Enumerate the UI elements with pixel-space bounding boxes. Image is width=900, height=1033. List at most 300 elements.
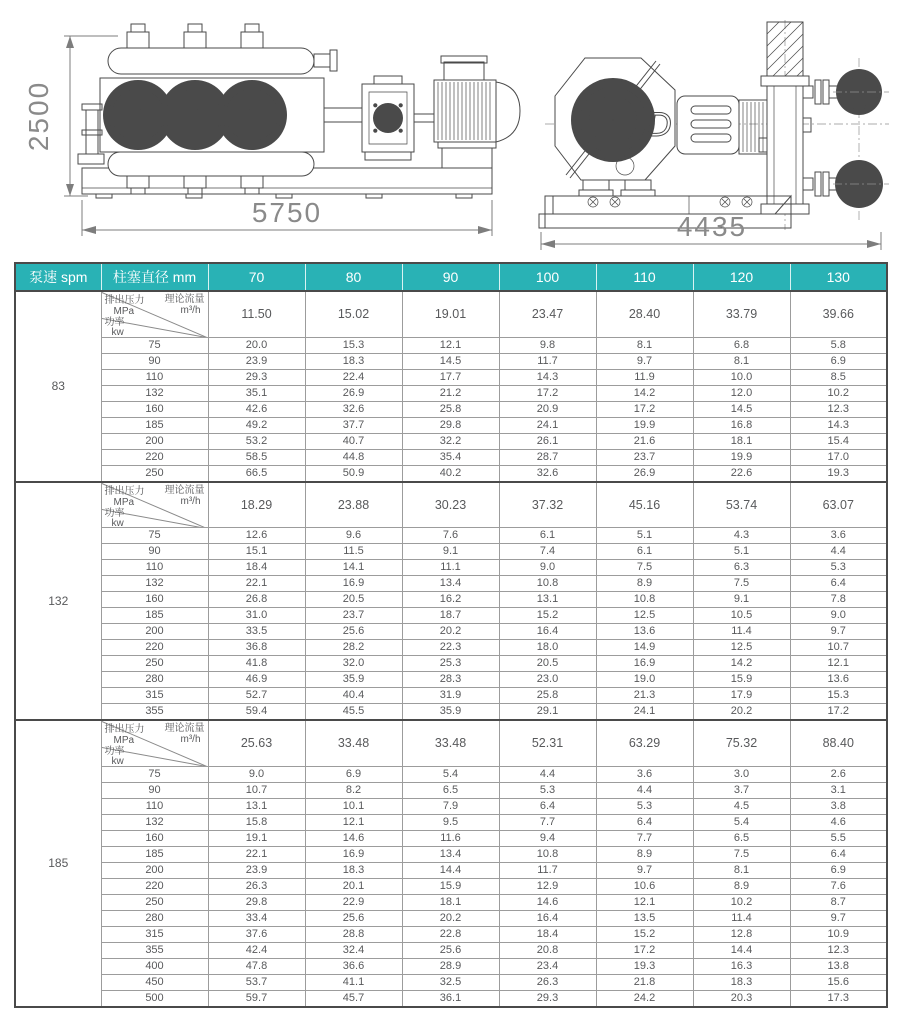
power-data-row bbox=[15, 672, 887, 688]
header-diameter-90: 90 bbox=[402, 263, 499, 291]
pressure-value: 31.0 bbox=[208, 608, 305, 624]
theoretical-flow-label: 理论流量 bbox=[164, 484, 205, 496]
pressure-value: 19.1 bbox=[208, 830, 305, 846]
pressure-value: 7.9 bbox=[402, 798, 499, 814]
pressure-value: 4.4 bbox=[499, 766, 596, 782]
pressure-value: 21.8 bbox=[596, 974, 693, 990]
header-diameter-110: 110 bbox=[596, 263, 693, 291]
power-data-row bbox=[15, 353, 887, 369]
power-kw-value: 315 bbox=[101, 688, 208, 704]
pressure-value: 11.5 bbox=[305, 544, 402, 560]
pressure-value: 16.8 bbox=[693, 417, 790, 433]
power-data-row bbox=[15, 449, 887, 465]
power-data-row bbox=[15, 990, 887, 1007]
pressure-value: 7.7 bbox=[499, 814, 596, 830]
pump-end-view-drawing bbox=[529, 18, 899, 260]
electric-motor bbox=[434, 56, 520, 168]
power-kw-value: 160 bbox=[101, 401, 208, 417]
power-data-row bbox=[15, 958, 887, 974]
pressure-value: 22.4 bbox=[305, 369, 402, 385]
power-label: 功率 bbox=[104, 746, 125, 757]
pressure-value: 15.2 bbox=[596, 926, 693, 942]
pressure-value: 28.2 bbox=[305, 640, 402, 656]
power-data-row bbox=[15, 974, 887, 990]
pressure-value: 7.7 bbox=[596, 830, 693, 846]
pressure-value: 11.9 bbox=[596, 369, 693, 385]
pressure-value: 9.6 bbox=[305, 528, 402, 544]
power-kw-value: 160 bbox=[101, 830, 208, 846]
flow-unit-label: m³/h bbox=[180, 495, 201, 507]
pressure-value: 18.1 bbox=[402, 894, 499, 910]
pressure-value: 6.4 bbox=[499, 798, 596, 814]
pressure-value: 5.1 bbox=[596, 528, 693, 544]
power-kw-value: 200 bbox=[101, 433, 208, 449]
pressure-value: 15.9 bbox=[693, 672, 790, 688]
power-data-row bbox=[15, 878, 887, 894]
length-dim-label: 5750 bbox=[251, 197, 323, 228]
power-kw-value: 280 bbox=[101, 910, 208, 926]
theoretical-flow-value: 75.32 bbox=[693, 720, 790, 766]
power-kw-value: 90 bbox=[101, 782, 208, 798]
pressure-value: 28.8 bbox=[305, 926, 402, 942]
power-data-row bbox=[15, 576, 887, 592]
brand-logo: D bbox=[647, 106, 672, 144]
pressure-value: 10.9 bbox=[790, 926, 887, 942]
pressure-value: 10.2 bbox=[693, 894, 790, 910]
pressure-value: 29.8 bbox=[208, 894, 305, 910]
theoretical-flow-value: 19.01 bbox=[402, 291, 499, 337]
theoretical-flow-value: 33.79 bbox=[693, 291, 790, 337]
pressure-value: 14.4 bbox=[693, 942, 790, 958]
theoretical-flow-value: 15.02 bbox=[305, 291, 402, 337]
technical-drawings bbox=[0, 0, 900, 262]
theoretical-flow-value: 33.48 bbox=[305, 720, 402, 766]
pressure-value: 13.8 bbox=[790, 958, 887, 974]
power-kw-value: 220 bbox=[101, 449, 208, 465]
power-data-row bbox=[15, 656, 887, 672]
header-diameter-130: 130 bbox=[790, 263, 887, 291]
pressure-value: 40.2 bbox=[402, 465, 499, 482]
power-kw-value: 200 bbox=[101, 862, 208, 878]
pressure-value: 22.1 bbox=[208, 846, 305, 862]
height-dim-label: 2500 bbox=[23, 80, 54, 152]
pressure-value: 10.6 bbox=[596, 878, 693, 894]
pressure-value: 16.9 bbox=[305, 846, 402, 862]
discharge-piping bbox=[803, 69, 889, 208]
discharge-pressure-label: 排出压力 bbox=[104, 724, 145, 735]
pressure-value: 21.3 bbox=[596, 688, 693, 704]
power-unit-label: kw bbox=[111, 517, 124, 528]
pressure-value: 25.8 bbox=[402, 401, 499, 417]
power-kw-value: 280 bbox=[101, 672, 208, 688]
power-kw-value: 220 bbox=[101, 640, 208, 656]
pressure-value: 29.3 bbox=[499, 990, 596, 1007]
power-kw-value: 250 bbox=[101, 656, 208, 672]
pressure-value: 14.3 bbox=[499, 369, 596, 385]
pressure-value: 40.4 bbox=[305, 688, 402, 704]
power-label: 功率 bbox=[104, 507, 125, 519]
cylinder-covers bbox=[103, 80, 287, 150]
matrix-corner-cell bbox=[101, 482, 208, 528]
pressure-value: 33.5 bbox=[208, 624, 305, 640]
pressure-value: 15.1 bbox=[208, 544, 305, 560]
pressure-value: 23.7 bbox=[305, 608, 402, 624]
pressure-value: 26.3 bbox=[499, 974, 596, 990]
pressure-value: 8.9 bbox=[693, 878, 790, 894]
pressure-value: 16.9 bbox=[305, 576, 402, 592]
pressure-value: 10.8 bbox=[499, 576, 596, 592]
pressure-value: 7.4 bbox=[499, 544, 596, 560]
theoretical-flow-value: 53.74 bbox=[693, 482, 790, 528]
pressure-value: 7.6 bbox=[402, 528, 499, 544]
pressure-value: 3.1 bbox=[790, 782, 887, 798]
pressure-value: 4.4 bbox=[596, 782, 693, 798]
header-plunger-diameter: 柱塞直径 mm bbox=[101, 263, 208, 291]
pressure-value: 20.5 bbox=[305, 592, 402, 608]
pressure-value: 58.5 bbox=[208, 449, 305, 465]
pressure-unit-label: MPa bbox=[113, 735, 135, 746]
power-data-row bbox=[15, 465, 887, 482]
pressure-value: 6.5 bbox=[402, 782, 499, 798]
pressure-value: 6.1 bbox=[596, 544, 693, 560]
power-kw-value: 400 bbox=[101, 958, 208, 974]
pressure-value: 9.8 bbox=[499, 337, 596, 353]
pressure-value: 9.4 bbox=[499, 830, 596, 846]
pressure-value: 4.5 bbox=[693, 798, 790, 814]
pressure-value: 9.1 bbox=[693, 592, 790, 608]
pressure-value: 35.9 bbox=[305, 672, 402, 688]
pressure-value: 45.5 bbox=[305, 704, 402, 721]
pressure-value: 5.3 bbox=[499, 782, 596, 798]
pressure-value: 33.4 bbox=[208, 910, 305, 926]
power-data-row bbox=[15, 560, 887, 576]
pressure-value: 17.0 bbox=[790, 449, 887, 465]
pressure-value: 5.8 bbox=[790, 337, 887, 353]
pressure-value: 18.4 bbox=[499, 926, 596, 942]
pressure-value: 8.5 bbox=[790, 369, 887, 385]
power-kw-value: 220 bbox=[101, 878, 208, 894]
pressure-value: 12.0 bbox=[693, 385, 790, 401]
power-data-row bbox=[15, 401, 887, 417]
pressure-value: 9.0 bbox=[790, 608, 887, 624]
pressure-value: 4.6 bbox=[790, 814, 887, 830]
pressure-value: 2.6 bbox=[790, 766, 887, 782]
power-kw-value: 90 bbox=[101, 353, 208, 369]
pressure-value: 6.3 bbox=[693, 560, 790, 576]
pressure-value: 14.3 bbox=[790, 417, 887, 433]
pressure-value: 14.6 bbox=[499, 894, 596, 910]
power-data-row bbox=[15, 688, 887, 704]
pressure-value: 29.3 bbox=[208, 369, 305, 385]
power-kw-value: 250 bbox=[101, 894, 208, 910]
pressure-value: 22.1 bbox=[208, 576, 305, 592]
pump-speed-value: 132 bbox=[15, 482, 101, 721]
pressure-value: 8.1 bbox=[693, 353, 790, 369]
pressure-value: 23.9 bbox=[208, 862, 305, 878]
power-kw-value: 185 bbox=[101, 846, 208, 862]
matrix-corner-cell bbox=[101, 291, 208, 337]
pressure-value: 35.9 bbox=[402, 704, 499, 721]
pressure-value: 41.8 bbox=[208, 656, 305, 672]
theoretical-flow-value: 18.29 bbox=[208, 482, 305, 528]
power-kw-value: 500 bbox=[101, 990, 208, 1007]
pressure-value: 28.7 bbox=[499, 449, 596, 465]
power-data-row bbox=[15, 369, 887, 385]
flow-unit-label: m³/h bbox=[180, 305, 201, 316]
pressure-value: 15.6 bbox=[790, 974, 887, 990]
pressure-value: 3.6 bbox=[790, 528, 887, 544]
power-data-row bbox=[15, 766, 887, 782]
pressure-value: 11.4 bbox=[693, 624, 790, 640]
pressure-value: 25.6 bbox=[305, 624, 402, 640]
pressure-value: 24.1 bbox=[596, 704, 693, 721]
pressure-value: 18.4 bbox=[208, 560, 305, 576]
pressure-value: 8.1 bbox=[596, 337, 693, 353]
pressure-value: 66.5 bbox=[208, 465, 305, 482]
power-data-row bbox=[15, 385, 887, 401]
pressure-value: 6.8 bbox=[693, 337, 790, 353]
coupling-fins bbox=[739, 100, 767, 154]
pressure-value: 16.4 bbox=[499, 624, 596, 640]
mounting-feet bbox=[579, 180, 752, 207]
pump-side-view-drawing bbox=[18, 18, 523, 260]
pressure-value: 29.1 bbox=[499, 704, 596, 721]
pressure-value: 59.4 bbox=[208, 704, 305, 721]
pressure-value: 5.3 bbox=[596, 798, 693, 814]
pressure-value: 53.2 bbox=[208, 433, 305, 449]
pressure-value: 9.0 bbox=[499, 560, 596, 576]
pump-spec-table bbox=[14, 262, 888, 1008]
pressure-value: 36.1 bbox=[402, 990, 499, 1007]
pressure-value: 6.9 bbox=[790, 353, 887, 369]
pressure-value: 17.2 bbox=[596, 942, 693, 958]
pressure-value: 32.0 bbox=[305, 656, 402, 672]
pressure-value: 9.7 bbox=[790, 910, 887, 926]
pressure-value: 20.5 bbox=[499, 656, 596, 672]
pressure-value: 8.2 bbox=[305, 782, 402, 798]
pressure-value: 14.6 bbox=[305, 830, 402, 846]
pressure-value: 12.5 bbox=[596, 608, 693, 624]
pressure-value: 10.7 bbox=[208, 782, 305, 798]
pressure-value: 20.8 bbox=[499, 942, 596, 958]
pressure-value: 10.7 bbox=[790, 640, 887, 656]
pressure-value: 32.5 bbox=[402, 974, 499, 990]
pressure-value: 5.5 bbox=[790, 830, 887, 846]
power-kw-value: 250 bbox=[101, 465, 208, 482]
pressure-value: 8.7 bbox=[790, 894, 887, 910]
pressure-value: 53.7 bbox=[208, 974, 305, 990]
pressure-value: 42.6 bbox=[208, 401, 305, 417]
pressure-value: 9.7 bbox=[596, 862, 693, 878]
flow-header-row bbox=[15, 482, 887, 528]
pressure-value: 10.5 bbox=[693, 608, 790, 624]
pressure-value: 12.1 bbox=[402, 337, 499, 353]
pressure-value: 10.2 bbox=[790, 385, 887, 401]
pressure-value: 3.6 bbox=[596, 766, 693, 782]
pressure-value: 13.1 bbox=[208, 798, 305, 814]
pressure-value: 15.4 bbox=[790, 433, 887, 449]
power-data-row bbox=[15, 337, 887, 353]
pressure-value: 14.5 bbox=[402, 353, 499, 369]
pressure-value: 17.7 bbox=[402, 369, 499, 385]
pressure-value: 12.5 bbox=[693, 640, 790, 656]
pressure-value: 3.7 bbox=[693, 782, 790, 798]
pressure-value: 6.4 bbox=[790, 846, 887, 862]
pressure-value: 28.9 bbox=[402, 958, 499, 974]
pressure-value: 12.1 bbox=[596, 894, 693, 910]
power-data-row bbox=[15, 782, 887, 798]
pressure-value: 25.8 bbox=[499, 688, 596, 704]
theoretical-flow-value: 11.50 bbox=[208, 291, 305, 337]
pressure-value: 9.1 bbox=[402, 544, 499, 560]
pressure-value: 16.2 bbox=[402, 592, 499, 608]
pressure-value: 3.8 bbox=[790, 798, 887, 814]
pressure-value: 12.1 bbox=[790, 656, 887, 672]
pressure-value: 20.2 bbox=[693, 704, 790, 721]
power-data-row bbox=[15, 942, 887, 958]
power-data-row bbox=[15, 830, 887, 846]
pressure-value: 23.9 bbox=[208, 353, 305, 369]
pressure-value: 18.3 bbox=[305, 353, 402, 369]
theoretical-flow-value: 63.07 bbox=[790, 482, 887, 528]
pressure-value: 6.4 bbox=[596, 814, 693, 830]
pressure-value: 24.1 bbox=[499, 417, 596, 433]
discharge-pressure-label: 排出压力 bbox=[104, 295, 145, 306]
pressure-value: 4.4 bbox=[790, 544, 887, 560]
pressure-value: 35.1 bbox=[208, 385, 305, 401]
pressure-value: 26.1 bbox=[499, 433, 596, 449]
pressure-value: 16.3 bbox=[693, 958, 790, 974]
theoretical-flow-value: 52.31 bbox=[499, 720, 596, 766]
pressure-value: 14.1 bbox=[305, 560, 402, 576]
power-data-row bbox=[15, 814, 887, 830]
power-data-row bbox=[15, 544, 887, 560]
pressure-value: 19.3 bbox=[790, 465, 887, 482]
theoretical-flow-value: 28.40 bbox=[596, 291, 693, 337]
pressure-value: 44.8 bbox=[305, 449, 402, 465]
pressure-value: 37.6 bbox=[208, 926, 305, 942]
pressure-value: 8.1 bbox=[693, 862, 790, 878]
pressure-value: 20.3 bbox=[693, 990, 790, 1007]
power-kw-value: 355 bbox=[101, 942, 208, 958]
power-data-row bbox=[15, 417, 887, 433]
pressure-value: 12.9 bbox=[499, 878, 596, 894]
pressure-value: 31.9 bbox=[402, 688, 499, 704]
pressure-value: 21.6 bbox=[596, 433, 693, 449]
motor-end bbox=[677, 96, 767, 154]
pressure-value: 6.5 bbox=[693, 830, 790, 846]
pressure-value: 12.8 bbox=[693, 926, 790, 942]
pressure-value: 36.8 bbox=[208, 640, 305, 656]
pressure-value: 11.1 bbox=[402, 560, 499, 576]
theoretical-flow-value: 23.47 bbox=[499, 291, 596, 337]
theoretical-flow-value: 37.32 bbox=[499, 482, 596, 528]
pressure-value: 24.2 bbox=[596, 990, 693, 1007]
pressure-value: 13.4 bbox=[402, 576, 499, 592]
pressure-value: 19.9 bbox=[693, 449, 790, 465]
power-kw-value: 185 bbox=[101, 608, 208, 624]
theoretical-flow-value: 23.88 bbox=[305, 482, 402, 528]
pressure-value: 29.8 bbox=[402, 417, 499, 433]
pressure-value: 18.0 bbox=[499, 640, 596, 656]
pressure-value: 49.2 bbox=[208, 417, 305, 433]
power-data-row bbox=[15, 894, 887, 910]
pressure-value: 45.7 bbox=[305, 990, 402, 1007]
pressure-value: 18.3 bbox=[693, 974, 790, 990]
pressure-value: 5.4 bbox=[402, 766, 499, 782]
pressure-value: 18.3 bbox=[305, 862, 402, 878]
pump-speed-value: 185 bbox=[15, 720, 101, 1007]
header-diameter-80: 80 bbox=[305, 263, 402, 291]
spec-table-body bbox=[15, 291, 887, 1007]
pressure-value: 9.7 bbox=[596, 353, 693, 369]
length-dimension bbox=[82, 197, 492, 236]
power-kw-value: 132 bbox=[101, 814, 208, 830]
pressure-value: 13.4 bbox=[402, 846, 499, 862]
pressure-value: 6.9 bbox=[790, 862, 887, 878]
pressure-value: 13.6 bbox=[790, 672, 887, 688]
pressure-value: 9.0 bbox=[208, 766, 305, 782]
flow-unit-label: m³/h bbox=[180, 734, 201, 745]
pressure-value: 15.9 bbox=[402, 878, 499, 894]
pressure-value: 14.4 bbox=[402, 862, 499, 878]
pressure-value: 26.8 bbox=[208, 592, 305, 608]
pressure-value: 20.9 bbox=[499, 401, 596, 417]
pressure-value: 12.3 bbox=[790, 942, 887, 958]
pressure-value: 17.2 bbox=[499, 385, 596, 401]
theoretical-flow-value: 25.63 bbox=[208, 720, 305, 766]
pressure-value: 25.6 bbox=[402, 942, 499, 958]
pressure-value: 19.9 bbox=[596, 417, 693, 433]
base-frame-end bbox=[539, 196, 791, 228]
pressure-value: 20.0 bbox=[208, 337, 305, 353]
header-diameter-70: 70 bbox=[208, 263, 305, 291]
power-data-row bbox=[15, 592, 887, 608]
width-dim-label: 4435 bbox=[676, 211, 748, 242]
pressure-value: 14.2 bbox=[693, 656, 790, 672]
pressure-value: 26.9 bbox=[596, 465, 693, 482]
matrix-corner-cell bbox=[101, 720, 208, 766]
pressure-value: 19.0 bbox=[596, 672, 693, 688]
power-label: 功率 bbox=[104, 317, 125, 328]
power-kw-value: 110 bbox=[101, 369, 208, 385]
pressure-value: 15.2 bbox=[499, 608, 596, 624]
pressure-value: 16.4 bbox=[499, 910, 596, 926]
pressure-value: 8.9 bbox=[596, 576, 693, 592]
discharge-pressure-label: 排出压力 bbox=[104, 485, 145, 497]
pressure-value: 42.4 bbox=[208, 942, 305, 958]
pressure-value: 10.0 bbox=[693, 369, 790, 385]
pressure-value: 18.1 bbox=[693, 433, 790, 449]
pressure-value: 32.4 bbox=[305, 942, 402, 958]
power-kw-value: 75 bbox=[101, 337, 208, 353]
pressure-value: 15.8 bbox=[208, 814, 305, 830]
theoretical-flow-value: 30.23 bbox=[402, 482, 499, 528]
pressure-value: 14.9 bbox=[596, 640, 693, 656]
crankcase-end bbox=[555, 58, 675, 180]
power-kw-value: 200 bbox=[101, 624, 208, 640]
pressure-value: 13.1 bbox=[499, 592, 596, 608]
pump-speed-value: 83 bbox=[15, 291, 101, 482]
power-kw-value: 110 bbox=[101, 560, 208, 576]
power-kw-value: 75 bbox=[101, 528, 208, 544]
power-data-row bbox=[15, 862, 887, 878]
pressure-value: 41.1 bbox=[305, 974, 402, 990]
power-kw-value: 315 bbox=[101, 926, 208, 942]
theoretical-flow-value: 45.16 bbox=[596, 482, 693, 528]
pressure-value: 10.8 bbox=[596, 592, 693, 608]
pressure-value: 11.7 bbox=[499, 862, 596, 878]
